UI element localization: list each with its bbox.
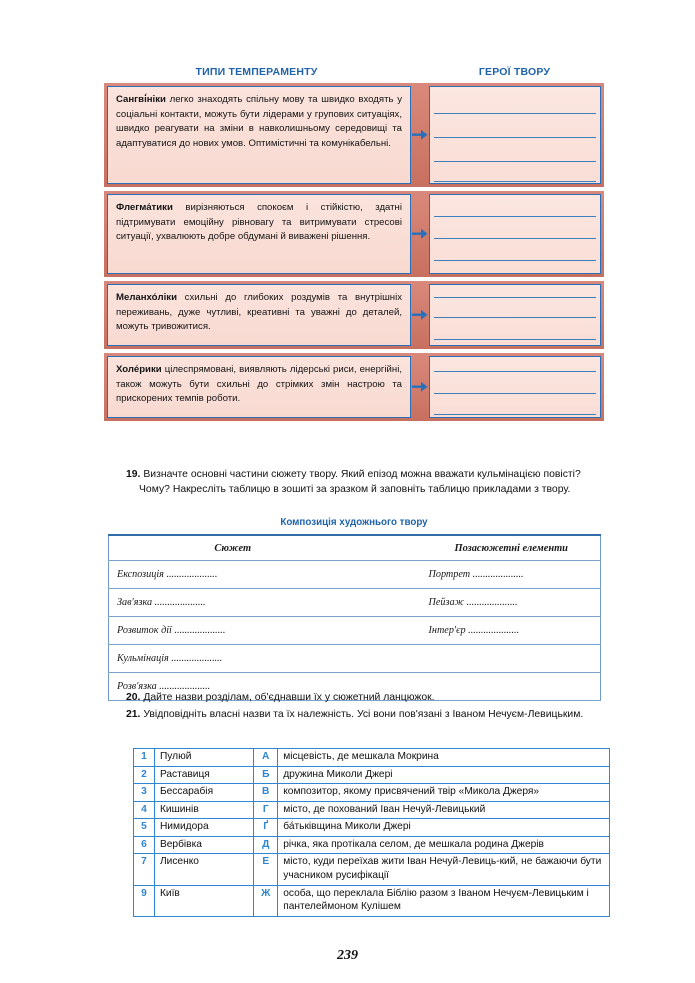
matching-number: 7 <box>134 854 155 885</box>
table-row <box>134 784 610 802</box>
temperament-text: легко знаходять спільну мову та швидко входять у соціальні контакти, можуть бути лідерами у групових ситуаціях, швидко реагувати на зміни в навколишньому середовищі та адаптуватися до нових умов. Оптимістичні та комунікабельні. <box>116 94 402 149</box>
temperament-description-kholeryk <box>107 356 411 418</box>
rule-line <box>434 339 596 340</box>
question-20-number: 20. <box>126 692 141 703</box>
table-row <box>134 749 610 767</box>
table-row <box>134 766 610 784</box>
temperament-term: Сангві́ніки <box>116 94 166 105</box>
matching-number: 3 <box>134 784 155 802</box>
question-20-text: Дайте назви розділам, об'єднавши їх у сюжетний ланцюжок. <box>143 692 435 703</box>
matching-letter: В <box>254 784 278 802</box>
composition-cell-plot[interactable]: Кульмінація .................... <box>109 645 355 673</box>
matching-name[interactable]: Пулюй <box>154 749 253 767</box>
matching-letter: Ж <box>254 885 278 916</box>
rule-line <box>434 161 596 162</box>
matching-number: 1 <box>134 749 155 767</box>
question-20 <box>126 691 612 706</box>
matching-number: 4 <box>134 801 155 819</box>
temperament-row <box>104 353 604 421</box>
composition-cell-extraplot[interactable] <box>355 645 601 673</box>
rule-line <box>434 137 596 138</box>
matching-letter: Е <box>254 854 278 885</box>
question-19 <box>126 468 612 498</box>
header-types-of-temperament: ТИПИ ТЕМПЕРАМЕНТУ <box>195 66 318 78</box>
table-row <box>134 854 610 885</box>
composition-cell-plot[interactable]: Експозиція .................... <box>109 561 355 589</box>
matching-letter: Б <box>254 766 278 784</box>
question-21-text: Увідповідніть власні назви та їх належність. Усі вони пов'язані з Іваном Нечуєм-Левицьким. <box>143 709 584 720</box>
matching-description[interactable]: річка, яка протікала селом, де мешкала родина Джерів <box>278 836 610 854</box>
rule-line <box>434 216 596 217</box>
matching-name[interactable]: Лисенко <box>154 854 253 885</box>
composition-cell-plot[interactable]: Зав'язка .................... <box>109 589 355 617</box>
arrow-right-icon <box>412 309 429 322</box>
temperament-term: Меланхо́ліки <box>116 292 177 303</box>
answer-box-flegmatyk[interactable] <box>429 194 601 274</box>
arrow-right-icon <box>412 381 429 394</box>
temperament-text: схильні до глибоких роздумів та внутрішніх переживань, дуже чутливі, креативні та уважні до деталей, можуть тривожитися. <box>116 292 402 333</box>
composition-table-title: Композиція художнього твору <box>280 517 428 528</box>
matching-description[interactable]: ба́тьківщина Миколи Джері <box>278 819 610 837</box>
temperament-row <box>104 281 604 349</box>
matching-description[interactable]: дружина Миколи Джері <box>278 766 610 784</box>
temperament-description-melankholik <box>107 284 411 346</box>
arrow-right-icon <box>412 228 429 241</box>
composition-cell-plot[interactable]: Розвиток дії .................... <box>109 617 355 645</box>
question-19-number: 19. <box>126 469 141 480</box>
table-row <box>134 801 610 819</box>
composition-cell-plot[interactable]: Розв'язка .................... <box>109 673 355 701</box>
matching-letter: Ґ <box>254 819 278 837</box>
composition-cell-extraplot[interactable]: Портрет .................... <box>355 561 601 589</box>
header-heroes-of-work: ГЕРОЇ ТВОРУ <box>478 66 551 78</box>
composition-table-header-row <box>109 535 601 561</box>
temperament-description-flegmatyk <box>107 194 411 274</box>
matching-number: 2 <box>134 766 155 784</box>
matching-name[interactable]: Кишинів <box>154 801 253 819</box>
rule-line <box>434 181 596 182</box>
diagram-column-headers <box>104 66 604 78</box>
rule-line <box>434 238 596 239</box>
table-row <box>109 617 601 645</box>
composition-cell-extraplot[interactable]: Інтер'єр .................... <box>355 617 601 645</box>
matching-description[interactable]: місто, куди переїхав жити Іван Нечуй-Левиць-кий, не бажаючи бути учасником русифікації <box>278 854 610 885</box>
matching-letter: Д <box>254 836 278 854</box>
table-row <box>134 819 610 837</box>
composition-cell-extraplot[interactable]: Пейзаж .................... <box>355 589 601 617</box>
table-row <box>134 885 610 916</box>
arrow-right-icon <box>412 129 429 142</box>
arrow-cell <box>411 86 429 184</box>
matching-name[interactable]: Київ <box>154 885 253 916</box>
matching-number: 5 <box>134 819 155 837</box>
temperament-term: Флегма́тики <box>116 202 173 213</box>
question-19-text: Визначте основні частини сюжету твору. Який епізод можна вважати кульмінацією повісті? Чому? Накресліть таблицю в зошиті за зразком й заповніть таблицю прикладами з твору. <box>139 469 581 495</box>
page-number: 239 <box>337 948 358 963</box>
matching-name[interactable]: Вербівка <box>154 836 253 854</box>
question-21-number: 21. <box>126 709 141 720</box>
question-21 <box>126 708 612 723</box>
matching-name[interactable]: Нимидора <box>154 819 253 837</box>
matching-name[interactable]: Раставиця <box>154 766 253 784</box>
table-row <box>109 589 601 617</box>
temperament-text: вирізняються спокоєм і стійкістю, здатні підтримувати емоційну рівновагу та витримувати стресові ситуації, ухвалюють добре обдумані й виважені рішення. <box>116 202 402 243</box>
temperament-text: цілеспрямовані, виявляють лідерські риси, енергійні, також можуть бути схильні до стрімких змін настрою та прискорених темпів роботи. <box>116 364 402 405</box>
matching-letter: А <box>254 749 278 767</box>
arrow-cell <box>411 194 429 274</box>
temperament-row <box>104 191 604 277</box>
matching-number: 6 <box>134 836 155 854</box>
matching-description[interactable]: місто, де похований Іван Нечуй-Левицький <box>278 801 610 819</box>
matching-name[interactable]: Бессарабія <box>154 784 253 802</box>
table-row <box>109 561 601 589</box>
rule-line <box>434 297 596 298</box>
composition-header-plot: Сюжет <box>109 535 355 561</box>
matching-letter: Г <box>254 801 278 819</box>
temperament-diagram <box>104 66 604 425</box>
matching-table <box>133 748 610 917</box>
arrow-cell <box>411 284 429 346</box>
temperament-row-frame <box>104 83 604 187</box>
rule-line <box>434 317 596 318</box>
arrow-cell <box>411 356 429 418</box>
composition-header-extraplot: Позасюжетні елементи <box>355 535 601 561</box>
composition-table <box>108 534 601 701</box>
answer-box-kholeryk[interactable] <box>429 356 601 418</box>
matching-description[interactable]: особа, що переклала Біблію разом з Іваном Нечуєм-Левицьким і пантелеймоном Кулішем <box>278 885 610 916</box>
rule-line <box>434 260 596 261</box>
matching-description[interactable]: місцевість, де мешкала Мокрина <box>278 749 610 767</box>
temperament-term: Холе́рики <box>116 364 162 375</box>
temperament-row <box>104 83 604 187</box>
temperament-description-sangvinik <box>107 86 411 184</box>
table-row <box>109 645 601 673</box>
answer-box-sangvinik[interactable] <box>429 86 601 184</box>
table-row <box>134 836 610 854</box>
answer-box-melankholik[interactable] <box>429 284 601 346</box>
temperament-row-frame <box>104 191 604 277</box>
rule-line <box>434 393 596 394</box>
matching-number: 9 <box>134 885 155 916</box>
rule-line <box>434 414 596 415</box>
rule-line <box>434 371 596 372</box>
temperament-row-frame <box>104 353 604 421</box>
temperament-row-frame <box>104 281 604 349</box>
rule-line <box>434 113 596 114</box>
matching-description[interactable]: композитор, якому присвячений твір «Микола Джеря» <box>278 784 610 802</box>
